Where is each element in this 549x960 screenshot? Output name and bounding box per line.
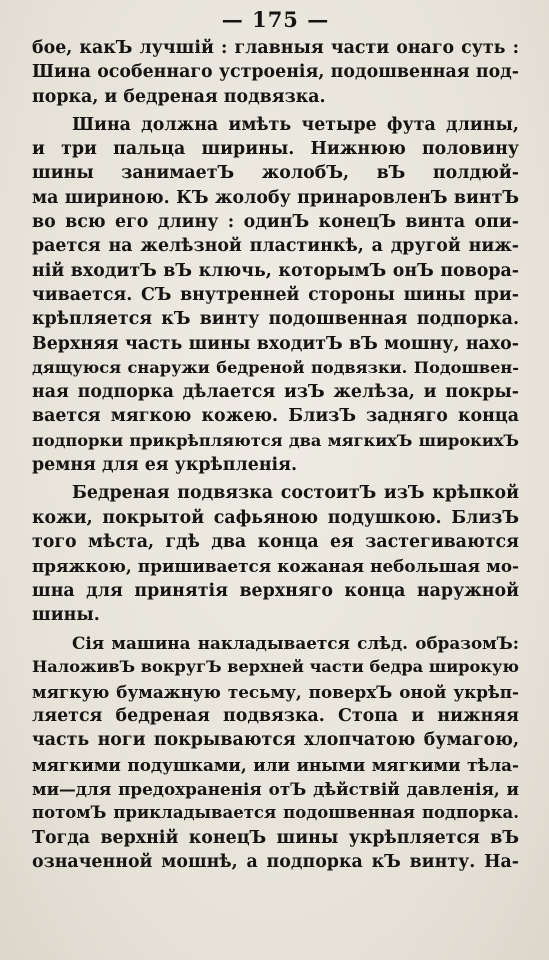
- text-line: Бедреная подвязка состоитЪ изЪ крѣпкой: [72, 483, 519, 504]
- text-line: кожи, покрытой сафьяною подушкою. БлизЪ: [32, 507, 519, 528]
- text-line: во всю его длину : одинЪ конецЪ винта опи-: [32, 212, 519, 233]
- text-line: Тогда верхній конецЪ шины укрѣпляется вЪ: [32, 827, 519, 848]
- paragraph: [32, 631, 519, 874]
- text-line: бое, какЪ лучшій : главныя части онаго суть :: [32, 38, 519, 58]
- text-line: чивается. СЪ внутренней стороны шины при-: [32, 284, 519, 305]
- text-line: мягкую бумажную тесьму, поверхЪ оной укрѣп-: [32, 681, 519, 702]
- text-line: того мѣста, гдѣ два конца ея застегиваются: [32, 531, 519, 552]
- text-line: шна для принятія верхняго конца наружной: [32, 580, 519, 601]
- text-line: подпорки прикрѣпляются два мягкихЪ широкихЪ: [32, 430, 519, 450]
- text-line: Верхняя часть шины входитЪ вЪ мошну, нахо-: [32, 333, 519, 354]
- text-line: порка, и бедреная подвязка.: [32, 86, 326, 107]
- text-line: крѣпляется кЪ винту подошвенная подпорка.: [32, 309, 519, 330]
- text-line: Шина особеннаго устроенія, подошвенная под-: [32, 62, 519, 83]
- paragraph: [32, 113, 519, 477]
- text-line: означенной мошнѣ, а подпорка кЪ винту. На-: [32, 851, 519, 872]
- text-line: НаложивЪ вокругЪ верхней части бедра широкую: [32, 657, 519, 677]
- text-line: и три пальца ширины. Нижнюю половину: [32, 139, 519, 160]
- text-line: ми—для предохраненія отЪ дѣйствій давленія, и: [32, 778, 519, 799]
- text-line: шины занимаетЪ жолобЪ, вЪ полдюй-: [32, 163, 519, 184]
- text-line: Шина должна имѣть четыре фута длины,: [72, 114, 519, 135]
- text-line: ній входитЪ вЪ ключь, которымЪ онЪ повора-: [32, 260, 519, 281]
- text-line: ремня для ея укрѣпленія.: [32, 455, 298, 476]
- text-line: ная подпорка дѣлается изЪ желѣза, и покры-: [32, 382, 519, 403]
- text-line: часть ноги покрываются хлопчатою бумагою,: [32, 730, 519, 751]
- text-line: ляется бедреная подвязка. Стопа и нижняя: [32, 706, 519, 727]
- text-line: шины.: [32, 604, 100, 625]
- text-line: вается мягкою кожею. БлизЪ задняго конца: [32, 406, 519, 427]
- text-line: потомЪ прикладывается подошвенная подпорка.: [32, 803, 519, 823]
- page-number: — 175 —: [221, 7, 330, 32]
- paragraph: [32, 36, 519, 109]
- text-line: ма шириною. КЪ жолобу принаровленЪ винтЪ: [32, 187, 519, 208]
- paragraph: [32, 481, 519, 627]
- page-body: [32, 36, 519, 874]
- text-line: дящуюся снаружи бедреной подвязки. Подошвен-: [32, 357, 519, 377]
- text-line: Сія машина накладывается слѣд. образомЪ:: [72, 633, 519, 654]
- text-line: мягкими подушками, или иными мягкими тѣла-: [32, 754, 519, 775]
- text-line: рается на желѣзной пластинкѣ, а другой ниж-: [32, 236, 519, 257]
- text-line: пряжкою, пришивается кожаная небольшая мо-: [32, 556, 519, 577]
